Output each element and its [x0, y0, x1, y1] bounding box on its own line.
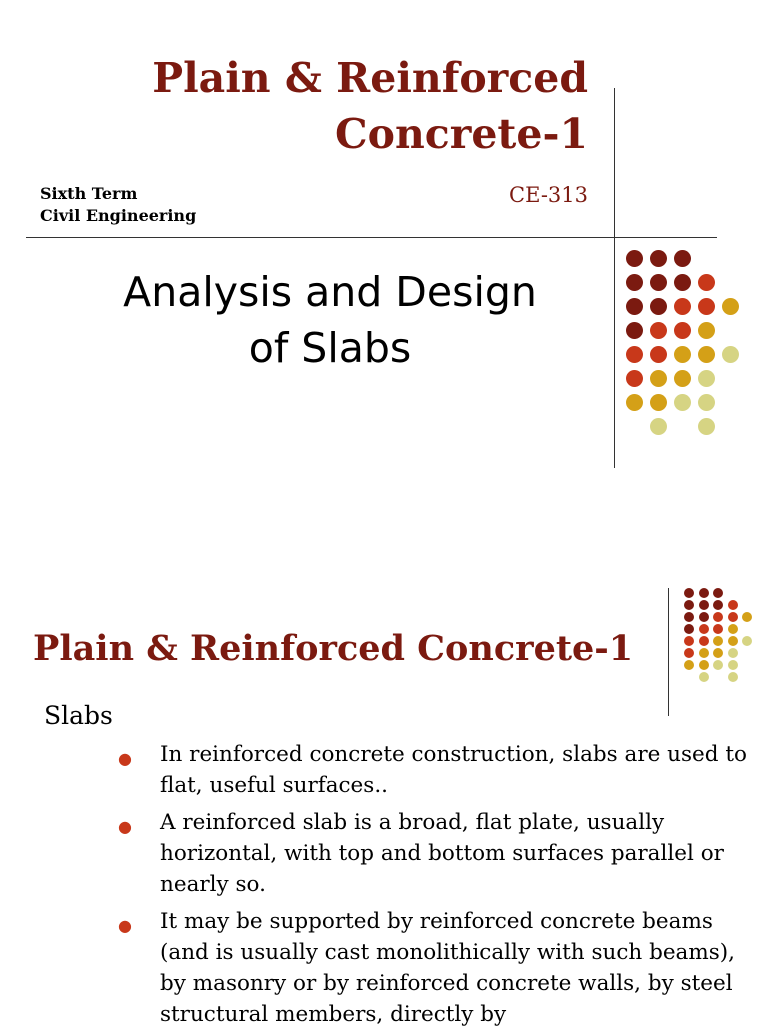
title-slide [0, 0, 768, 512]
bullet-text: In reinforced concrete construction, slabs are used to flat, useful surfaces.. [160, 742, 747, 798]
decorative-dot [698, 298, 715, 315]
course-info [40, 183, 196, 227]
decorative-dot [713, 648, 723, 658]
subtitle-line-2: of Slabs [248, 324, 412, 372]
decorative-dot [713, 588, 723, 598]
decorative-dot [626, 274, 643, 291]
decorative-dot [698, 322, 715, 339]
decorative-dot [713, 600, 723, 610]
decorative-dot [684, 636, 694, 646]
bullet-text: A reinforced slab is a broad, flat plate, usually horizontal, with top and bottom surfaces parallel or nearly so. [160, 810, 724, 897]
decorative-dot [684, 648, 694, 658]
bullet-icon: ● [118, 749, 132, 768]
decorative-dot [713, 636, 723, 646]
decorative-dot [699, 588, 709, 598]
decorative-dot [728, 660, 738, 670]
decorative-dot [674, 370, 691, 387]
decorative-dot [728, 648, 738, 658]
decorative-dot [713, 660, 723, 670]
decorative-dot [698, 394, 715, 411]
term-label: Sixth Term [40, 184, 138, 203]
decorative-dot [728, 612, 738, 622]
horizontal-divider [26, 237, 717, 238]
list-item [110, 807, 750, 900]
decorative-dot [684, 600, 694, 610]
decorative-dot [728, 624, 738, 634]
decorative-dot [650, 250, 667, 267]
decorative-dot [699, 624, 709, 634]
course-code: CE-313 [509, 183, 588, 207]
decorative-dot [674, 346, 691, 363]
vertical-divider [668, 588, 669, 716]
list-item [110, 906, 750, 1030]
decorative-dot [742, 636, 752, 646]
decorative-dot [722, 298, 739, 315]
decorative-dot [650, 298, 667, 315]
decorative-dot [650, 394, 667, 411]
decorative-dot [728, 672, 738, 682]
bullet-text: It may be supported by reinforced concrete beams (and is usually cast monolithically with such beams), by masonry or by reinforced concrete walls, by steel structural members, directly by [160, 909, 736, 1027]
decorative-dot [674, 250, 691, 267]
decorative-dot [674, 322, 691, 339]
decorative-dot [684, 612, 694, 622]
decorative-dot [674, 394, 691, 411]
decorative-dot [699, 636, 709, 646]
decorative-dot [626, 394, 643, 411]
bullet-icon: ● [118, 916, 132, 935]
decorative-dot [699, 612, 709, 622]
decorative-dot [674, 298, 691, 315]
decorative-dot [713, 612, 723, 622]
decorative-dot [722, 346, 739, 363]
decorative-dot [650, 418, 667, 435]
decorative-dot [684, 660, 694, 670]
decorative-dot [626, 322, 643, 339]
decorative-dot [650, 274, 667, 291]
slide-subtitle [90, 264, 570, 376]
slide-title-line-2: Concrete-1 [334, 110, 588, 158]
decorative-dot [650, 322, 667, 339]
department-label: Civil Engineering [40, 206, 197, 225]
decorative-dot [674, 274, 691, 291]
decorative-dot [650, 370, 667, 387]
slide-title: Plain & Reinforced Concrete-1 [33, 628, 634, 669]
section-heading: Slabs [44, 701, 113, 730]
decorative-dot [699, 660, 709, 670]
bullet-list [110, 739, 750, 1036]
decorative-dot [698, 346, 715, 363]
content-slide [0, 512, 768, 1027]
slide-title [28, 50, 588, 162]
decorative-dot [626, 250, 643, 267]
decorative-dot [698, 274, 715, 291]
decorative-dot [713, 624, 723, 634]
decorative-dot [699, 672, 709, 682]
decorative-dot [626, 298, 643, 315]
decorative-dot [684, 588, 694, 598]
decorative-dot [728, 636, 738, 646]
decorative-dot [699, 648, 709, 658]
slide-title-line-1: Plain & Reinforced [152, 54, 588, 102]
vertical-divider [614, 88, 615, 468]
subtitle-line-1: Analysis and Design [123, 268, 537, 316]
decorative-dot [698, 370, 715, 387]
list-item [110, 739, 750, 801]
decorative-dot [650, 346, 667, 363]
decorative-dot [728, 600, 738, 610]
decorative-dot [699, 600, 709, 610]
decorative-dot [626, 370, 643, 387]
decorative-dot [684, 624, 694, 634]
decorative-dot [698, 418, 715, 435]
bullet-icon: ● [118, 817, 132, 836]
decorative-dot [742, 612, 752, 622]
decorative-dot [626, 346, 643, 363]
